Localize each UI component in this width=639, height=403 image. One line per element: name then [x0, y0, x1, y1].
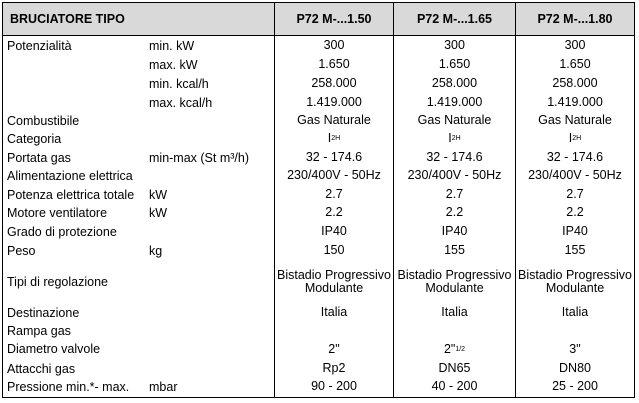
value-text: 1.650 — [559, 57, 591, 71]
value-text: 300 — [564, 38, 586, 52]
value-text: 2" — [443, 341, 456, 356]
row-label: Potenza elettrica totale — [7, 187, 135, 202]
value-cell — [394, 166, 515, 185]
value-text: Bistadio Progressivo Modulante — [277, 267, 391, 295]
row-unit — [149, 111, 274, 130]
table-row — [3, 359, 634, 378]
value-text: 1.650 — [318, 57, 350, 71]
value-cell — [394, 148, 515, 167]
spec-table — [2, 2, 635, 398]
value-cell — [275, 222, 393, 241]
value-text: Italia — [320, 305, 348, 319]
row-unit — [149, 129, 274, 148]
value-text: I — [327, 131, 332, 145]
row-label: Rampa gas — [7, 323, 71, 338]
value-text: Bistadio Progressivo Modulante — [397, 267, 512, 295]
value-text: 1.419.000 — [306, 95, 362, 109]
value-cell — [516, 166, 634, 185]
value-cell — [516, 241, 634, 260]
value-text: IP40 — [321, 224, 347, 238]
value-text: 2" — [328, 341, 340, 356]
row-unit: max. kW — [149, 57, 198, 72]
row-unit: kW — [149, 205, 168, 220]
value-text: 1.419.000 — [547, 95, 603, 109]
value-cell — [275, 36, 393, 55]
value-cell — [516, 222, 634, 241]
value-cell — [275, 339, 393, 359]
value-text: 230/400V - 50Hz — [287, 168, 381, 182]
table-row — [3, 148, 634, 167]
table-row — [3, 166, 634, 185]
value-cell — [275, 259, 393, 304]
value-cell — [394, 93, 515, 112]
value-subscript: 2H — [331, 135, 341, 142]
value-cell — [516, 339, 634, 359]
value-cell — [516, 111, 634, 130]
value-cell — [394, 55, 515, 74]
row-label: Portata gas — [7, 150, 71, 165]
table-row — [3, 303, 634, 322]
value-text: IP40 — [441, 224, 468, 238]
table-title: BRUCIATORE TIPO — [3, 3, 274, 35]
value-cell — [275, 148, 393, 167]
table-row — [3, 36, 634, 55]
value-text: 150 — [323, 243, 345, 257]
value-cell — [394, 129, 515, 148]
value-cell — [275, 74, 393, 93]
value-text: 300 — [444, 38, 465, 52]
value-cell — [394, 339, 515, 359]
value-cell — [516, 259, 634, 304]
value-text: 3" — [569, 341, 581, 356]
value-text: 300 — [323, 38, 345, 52]
value-text: 2.7 — [325, 187, 343, 201]
value-text: Gas Naturale — [297, 113, 371, 127]
value-cell — [275, 359, 393, 378]
row-unit: min-max (St m³/h) — [149, 150, 249, 165]
value-subscript: 2H — [451, 135, 461, 142]
value-cell — [275, 93, 393, 112]
row-unit: mbar — [149, 379, 178, 394]
value-cell — [275, 303, 393, 322]
row-label — [7, 55, 148, 74]
value-text: DN65 — [438, 361, 471, 375]
value-cell — [394, 36, 515, 55]
row-unit: min. kW — [149, 38, 195, 53]
value-text: 258.000 — [552, 76, 598, 90]
value-cell — [516, 55, 634, 74]
row-label — [7, 74, 148, 93]
value-text: 230/400V - 50Hz — [528, 168, 622, 182]
value-text: 1.419.000 — [426, 95, 483, 109]
table-row — [3, 55, 634, 74]
value-cell — [394, 111, 515, 130]
value-text: Rp2 — [322, 361, 346, 375]
value-cell — [394, 241, 515, 260]
row-unit: max. kcal/h — [149, 95, 213, 110]
value-text: 258.000 — [431, 76, 478, 90]
table-row — [3, 377, 634, 396]
value-text: 155 — [444, 243, 465, 257]
value-cell — [275, 203, 393, 222]
value-text: Italia — [441, 305, 468, 319]
model-header-3: P72 M-...1.80 — [516, 3, 634, 35]
value-cell — [394, 74, 515, 93]
value-text: 1.650 — [438, 57, 471, 71]
table-row — [3, 93, 634, 112]
value-text: 2.2 — [566, 205, 584, 219]
row-label — [7, 93, 148, 112]
row-label: Peso — [7, 243, 36, 258]
row-label: Combustibile — [7, 113, 80, 128]
value-cell — [275, 185, 393, 204]
value-cell — [516, 93, 634, 112]
row-unit: kW — [149, 187, 168, 202]
value-cell — [275, 55, 393, 74]
value-text: 90 - 200 — [311, 379, 357, 393]
value-text: 2.2 — [445, 205, 464, 219]
value-text: 32 - 174.6 — [305, 150, 363, 164]
value-text: 25 - 200 — [552, 379, 598, 393]
value-text: Bistadio Progressivo Modulante — [518, 267, 632, 295]
table-row — [3, 74, 634, 93]
row-label: Grado di protezione — [7, 224, 117, 239]
row-label: Categoria — [7, 131, 62, 146]
value-text: I — [568, 131, 573, 145]
value-cell — [275, 166, 393, 185]
value-text: 40 - 200 — [431, 379, 478, 393]
row-label: Destinazione — [7, 305, 80, 320]
value-text: 32 - 174.6 — [546, 150, 604, 164]
value-text: 155 — [564, 243, 586, 257]
value-cell — [394, 203, 515, 222]
value-text: 2.2 — [325, 205, 343, 219]
value-cell — [275, 241, 393, 260]
row-unit — [149, 321, 274, 340]
row-unit — [149, 339, 274, 359]
value-cell — [516, 185, 634, 204]
value-subscript: 2H — [572, 135, 582, 142]
value-cell — [516, 36, 634, 55]
value-cell — [394, 303, 515, 322]
row-label: Attacchi gas — [7, 361, 76, 376]
value-cell — [516, 148, 634, 167]
row-label: Alimentazione elettrica — [7, 168, 133, 183]
value-text: IP40 — [562, 224, 588, 238]
value-cell — [394, 222, 515, 241]
value-cell — [394, 185, 515, 204]
value-text: 2.7 — [566, 187, 584, 201]
row-unit: kg — [149, 243, 163, 258]
row-label: Diametro valvole — [7, 342, 101, 356]
value-text: Gas Naturale — [538, 113, 612, 127]
value-cell — [516, 203, 634, 222]
table-row — [3, 241, 634, 260]
value-text: Gas Naturale — [417, 113, 492, 127]
value-text: DN80 — [559, 361, 591, 375]
row-unit — [149, 303, 274, 322]
value-text: 2.7 — [445, 187, 464, 201]
row-label: Pressione min.*- max. — [7, 379, 130, 394]
table-row — [3, 339, 634, 359]
row-unit: min. kcal/h — [149, 76, 209, 91]
value-cell — [275, 129, 393, 148]
value-text: 230/400V - 50Hz — [407, 168, 502, 182]
value-cell — [275, 111, 393, 130]
value-cell — [516, 303, 634, 322]
value-text: 32 - 174.6 — [426, 150, 483, 164]
table-row — [3, 203, 634, 222]
row-label: Tipi di regolazione — [7, 274, 108, 289]
model-header-1: P72 M-...1.50 — [275, 3, 393, 35]
value-subscript: 1/2 — [455, 345, 466, 353]
row-unit — [149, 222, 274, 241]
value-cell — [275, 377, 393, 396]
row-unit — [149, 359, 274, 378]
row-unit — [149, 166, 274, 185]
model-header-2: P72 M-...1.65 — [394, 3, 515, 35]
value-text: I — [448, 131, 452, 145]
table-row — [3, 222, 634, 241]
table-row — [3, 321, 634, 340]
value-cell — [394, 259, 515, 304]
row-label: Potenzialità — [7, 38, 72, 53]
value-cell — [394, 377, 515, 396]
table-row — [3, 185, 634, 204]
table-row — [3, 259, 634, 304]
value-text: Italia — [561, 305, 589, 319]
value-text: 258.000 — [311, 76, 357, 90]
row-label: Motore ventilatore — [7, 205, 108, 220]
value-cell — [516, 74, 634, 93]
value-cell — [516, 321, 634, 340]
table-row — [3, 129, 634, 148]
table-row — [3, 111, 634, 130]
value-cell — [275, 321, 393, 340]
row-unit — [149, 259, 274, 304]
value-cell — [516, 129, 634, 148]
value-cell — [516, 359, 634, 378]
value-cell — [394, 359, 515, 378]
value-cell — [516, 377, 634, 396]
value-cell — [394, 321, 515, 340]
